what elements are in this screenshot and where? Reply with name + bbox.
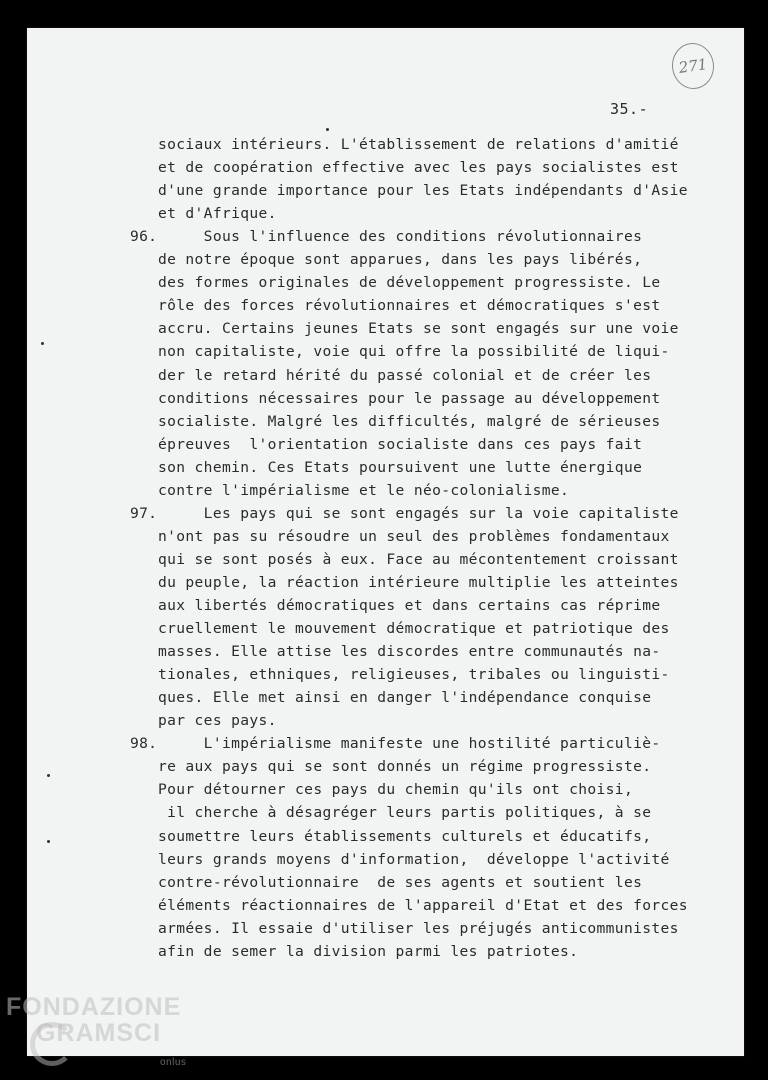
text-line: des formes originales de développement progressiste. Le: [158, 274, 661, 292]
text-line: et de coopération effective avec les pays socialistes est: [158, 159, 679, 177]
text-line: leurs grands moyens d'information, développe l'activité: [158, 850, 670, 868]
text-line: rôle des forces révolutionnaires et démocratiques s'est: [158, 297, 661, 315]
text-line: il cherche à désagréger leurs partis politiques, à se: [158, 804, 652, 822]
margin-mark: [326, 128, 329, 131]
text-line: der le retard hérité du passé colonial et de créer les: [158, 366, 652, 384]
text-line: de notre époque sont apparues, dans les pays libérés,: [158, 251, 643, 269]
text-line: L'impérialisme manifeste une hostilité particuliè-: [158, 735, 661, 753]
text-line: éléments réactionnaires de l'appareil d'Etat et des forces: [158, 896, 688, 914]
archive-stamp: 271: [669, 40, 717, 91]
text-line: aux libertés démocratiques et dans certains cas réprime: [158, 597, 661, 614]
watermark-line2: GRAMSCI: [36, 1019, 162, 1047]
text-line: qui se sont posés à eux. Face au mécontentement croissant: [158, 550, 679, 568]
text-line: Pour détourner ces pays du chemin qu'ils ont choisi,: [158, 781, 634, 799]
text-line: et d'Afrique.: [158, 205, 277, 223]
text-line: tionales, ethniques, religieuses, tribales ou linguisti-: [158, 666, 670, 684]
text-line: contre l'impérialisme et le néo-colonialisme.: [158, 481, 570, 499]
text-line: Les pays qui se sont engagés sur la voie capitaliste: [158, 504, 679, 522]
text-line: épreuves l'orientation socialiste dans ces pays fait: [158, 435, 643, 453]
text-line: sociaux intérieurs. L'établissement de relations d'amitié: [158, 136, 679, 153]
text-line: conditions nécessaires pour le passage au développement: [158, 389, 661, 407]
text-line: cruellement le mouvement démocratique et patriotique des: [158, 620, 670, 638]
text-line: son chemin. Ces Etats poursuivent une lutte énergique: [158, 458, 643, 476]
margin-mark: [41, 342, 44, 345]
text-line: armées. Il essaie d'utiliser les préjugés anticommunistes: [158, 919, 679, 937]
margin-mark: [47, 840, 50, 843]
paragraph-number: 97.: [130, 504, 158, 522]
text-line: du peuple, la réaction intérieure multiplie les atteintes: [158, 573, 679, 591]
text-line: socialiste. Malgré les difficultés, malgré de sérieuses: [158, 412, 661, 430]
text-line: re aux pays qui se sont donnés un régime progressiste.: [158, 758, 652, 776]
text-line: d'une grande importance pour les Etats indépendants d'Asie: [158, 182, 688, 200]
text-line: non capitaliste, voie qui offre la possibilité de liqui-: [158, 343, 670, 361]
text-line: soumettre leurs établissements culturels et éducatifs,: [158, 827, 652, 845]
paragraph-number: 96.: [130, 228, 158, 246]
text-line: Sous l'influence des conditions révolutionnaires: [158, 228, 643, 246]
paragraph-number: 98.: [130, 735, 158, 753]
margin-mark: [47, 774, 50, 777]
watermark-sub: onlus: [160, 1057, 187, 1068]
text-line: accru. Certains jeunes Etats se sont engagés sur une voie: [158, 320, 679, 338]
page-number: 35.-: [610, 100, 649, 118]
text-line: contre-révolutionnaire de ses agents et soutient les: [158, 873, 643, 891]
text-line: ques. Elle met ainsi en danger l'indépendance conquise: [158, 689, 652, 707]
watermark-line1: FONDAZIONE: [6, 993, 182, 1021]
text-line: par ces pays.: [158, 712, 277, 730]
text-line: n'ont pas su résoudre un seul des problèmes fondamentaux: [158, 527, 670, 545]
text-line: afin de semer la division parmi les patriotes.: [158, 942, 579, 960]
watermark: [6, 993, 187, 1068]
text-line: masses. Elle attise les discordes entre communautés na-: [158, 643, 661, 661]
